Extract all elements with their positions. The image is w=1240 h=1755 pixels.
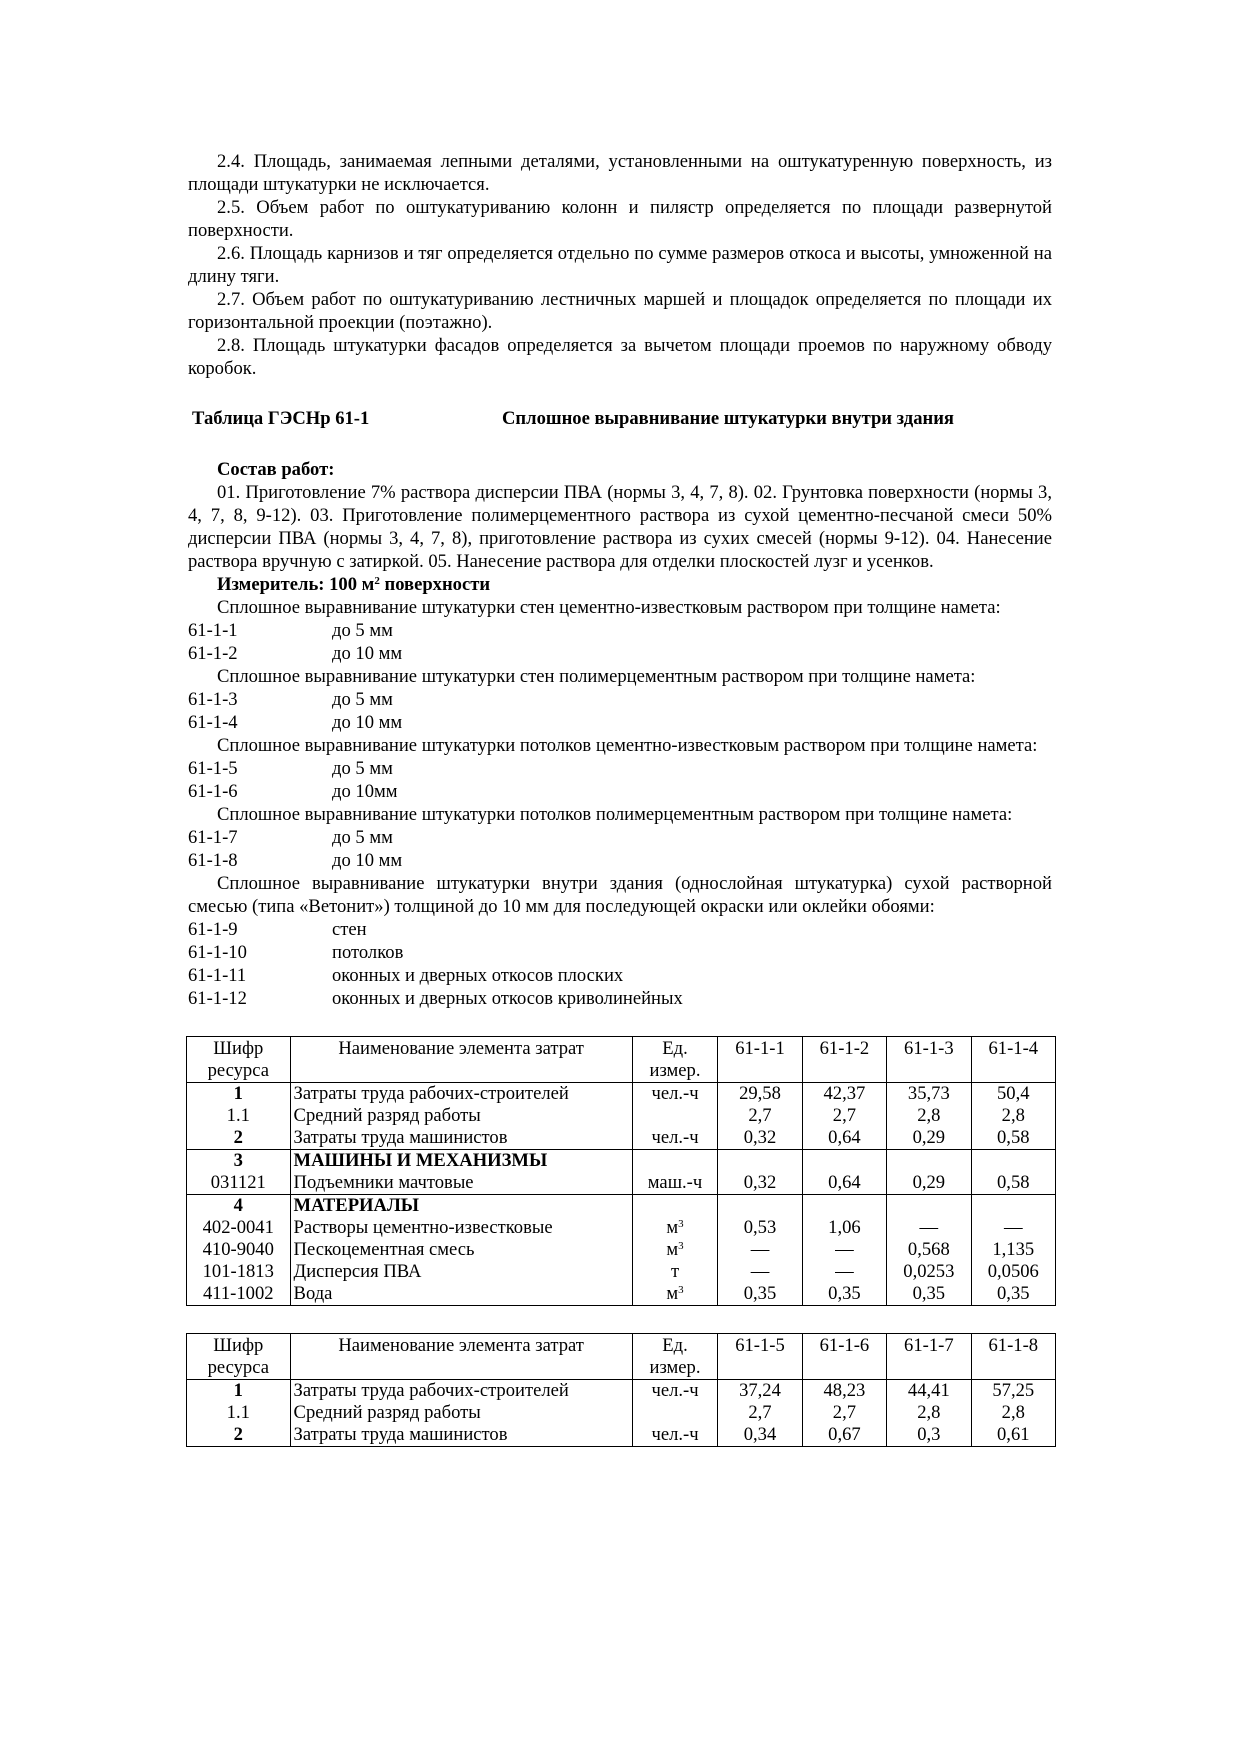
norm-group-description: Сплошное выравнивание штукатурки потолков полимерцементным раствором при толщине намета: <box>217 804 1013 825</box>
measure-sup: 2 <box>374 575 380 587</box>
value-cell: — <box>802 1261 886 1283</box>
norm-item <box>188 964 1052 987</box>
value-cell <box>718 1195 802 1218</box>
unit-text: чел.-ч <box>651 1380 699 1401</box>
unit-text: м <box>666 1283 679 1304</box>
value-cell: 0,67 <box>802 1424 886 1447</box>
unit-sup: 3 <box>678 1218 684 1230</box>
value-cell: 0,35 <box>887 1283 971 1306</box>
norm-code: 61-1-8 <box>188 850 238 871</box>
intro-paragraph-2-4: 2.4. Площадь, занимаемая лепными деталями, установленными на оштукатуренную поверхность, из площади штукатурки не исключается. <box>188 151 1052 195</box>
resource-name-cell: Растворы цементно-известковые <box>290 1217 632 1239</box>
header-norm-column: 61-1-8 <box>971 1334 1055 1380</box>
resource-name-cell: Затраты труда машинистов <box>290 1424 632 1447</box>
norm-text: до 10мм <box>332 781 398 802</box>
norm-text: оконных и дверных откосов криволинейных <box>332 988 683 1009</box>
value-cell: 0,58 <box>971 1172 1055 1195</box>
header-code-line2: ресурса <box>207 1060 269 1081</box>
header-unit-cell <box>632 1334 718 1380</box>
value-cell: 29,58 <box>718 1083 802 1106</box>
unit-cell <box>632 1239 718 1261</box>
resource-name-cell: Вода <box>290 1283 632 1306</box>
norm-text: до 5 мм <box>332 758 393 779</box>
header-code-line1: Шифр <box>213 1335 264 1356</box>
header-name-cell: Наименование элемента затрат <box>290 1037 632 1083</box>
unit-cell <box>632 1217 718 1239</box>
norm-text: стен <box>332 919 367 940</box>
header-code-line1: Шифр <box>213 1038 264 1059</box>
value-cell: 0,34 <box>718 1424 802 1447</box>
norm-text: до 10 мм <box>332 643 403 664</box>
table-header-row <box>187 1334 1056 1380</box>
header-name-cell: Наименование элемента затрат <box>290 1334 632 1380</box>
measure-unit <box>188 573 1052 596</box>
value-cell: 2,8 <box>971 1105 1055 1127</box>
value-cell: 0,35 <box>802 1283 886 1306</box>
value-cell: 2,7 <box>718 1402 802 1424</box>
resource-name-cell: МАТЕРИАЛЫ <box>290 1195 632 1218</box>
resource-code-cell: 1.1 <box>187 1105 291 1127</box>
resource-code-cell: 3 <box>187 1150 291 1173</box>
resource-code-cell: 4 <box>187 1195 291 1218</box>
norm-code: 61-1-4 <box>188 712 238 733</box>
value-cell: — <box>971 1217 1055 1239</box>
header-norm-column: 61-1-4 <box>971 1037 1055 1083</box>
resource-name-cell: Подъемники мачтовые <box>290 1172 632 1195</box>
norm-item <box>188 849 1052 872</box>
resource-code-cell: 411-1002 <box>187 1283 291 1306</box>
resource-name-cell: МАШИНЫ И МЕХАНИЗМЫ <box>290 1150 632 1173</box>
header-unit-cell <box>632 1037 718 1083</box>
value-cell: — <box>718 1239 802 1261</box>
header-norm-column: 61-1-6 <box>802 1334 886 1380</box>
header-norm-column: 61-1-5 <box>718 1334 802 1380</box>
norm-text: до 5 мм <box>332 620 393 641</box>
resource-table-2 <box>186 1333 1056 1447</box>
value-cell: 0,35 <box>718 1283 802 1306</box>
norm-code: 61-1-3 <box>188 689 238 710</box>
measure-suffix: поверхности <box>379 574 491 595</box>
norm-item <box>188 642 1052 665</box>
resource-code-cell: 031121 <box>187 1172 291 1195</box>
value-cell: 2,8 <box>887 1402 971 1424</box>
norm-item <box>188 941 1052 964</box>
table-title-row <box>188 407 1052 431</box>
value-cell <box>802 1150 886 1173</box>
norm-code: 61-1-2 <box>188 643 238 664</box>
value-cell: 0,61 <box>971 1424 1055 1447</box>
unit-text: м <box>666 1239 679 1260</box>
table-row <box>187 1424 1056 1447</box>
table-header-row <box>187 1037 1056 1083</box>
norm-code: 61-1-1 <box>188 620 238 641</box>
value-cell: 2,7 <box>718 1105 802 1127</box>
value-cell: 2,7 <box>802 1105 886 1127</box>
value-cell: 48,23 <box>802 1380 886 1403</box>
norm-group-description: Сплошное выравнивание штукатурки внутри здания (однослойная штукатурка) сухой растворной смесью (типа «Ветонит») толщиной до 10 мм для последующей окраски или оклейки обоями: <box>188 873 1052 917</box>
norm-code: 61-1-7 <box>188 827 238 848</box>
norm-group-description: Сплошное выравнивание штукатурки потолков цементно-известковым раствором при толщине намета: <box>217 735 1038 756</box>
norm-item <box>188 987 1052 1010</box>
table-row <box>187 1239 1056 1261</box>
unit-cell <box>632 1283 718 1306</box>
norm-code: 61-1-6 <box>188 781 238 802</box>
unit-text: маш.-ч <box>647 1172 703 1193</box>
value-cell: 0,29 <box>887 1127 971 1150</box>
unit-cell <box>632 1424 718 1447</box>
norm-item <box>188 826 1052 849</box>
value-cell: — <box>718 1261 802 1283</box>
table-row <box>187 1283 1056 1306</box>
table-title: Сплошное выравнивание штукатурки внутри здания <box>502 408 954 429</box>
value-cell: 2,8 <box>971 1402 1055 1424</box>
value-cell: 0,53 <box>718 1217 802 1239</box>
value-cell: 0,35 <box>971 1283 1055 1306</box>
norm-text: до 5 мм <box>332 827 393 848</box>
value-cell: 42,37 <box>802 1083 886 1106</box>
norm-group-description: Сплошное выравнивание штукатурки стен полимерцементным раствором при толщине намета: <box>217 666 976 687</box>
value-cell: 0,0506 <box>971 1261 1055 1283</box>
resource-table-1 <box>186 1036 1056 1306</box>
norm-item <box>188 619 1052 642</box>
resource-code-cell: 1.1 <box>187 1402 291 1424</box>
value-cell: 0,32 <box>718 1172 802 1195</box>
norm-item <box>188 688 1052 711</box>
header-unit-line2: измер. <box>649 1357 701 1378</box>
norm-item <box>188 757 1052 780</box>
table-row <box>187 1083 1056 1106</box>
value-cell: 57,25 <box>971 1380 1055 1403</box>
resource-name-cell: Дисперсия ПВА <box>290 1261 632 1283</box>
value-cell <box>971 1150 1055 1173</box>
norm-item <box>188 780 1052 803</box>
resource-name-cell: Пескоцементная смесь <box>290 1239 632 1261</box>
value-cell: 0,58 <box>971 1127 1055 1150</box>
value-cell <box>887 1195 971 1218</box>
intro-paragraph-2-8: 2.8. Площадь штукатурки фасадов определяется за вычетом площади проемов по наружному обводу коробок. <box>188 335 1052 379</box>
norm-code: 61-1-12 <box>188 988 247 1009</box>
unit-cell <box>632 1195 718 1218</box>
value-cell: 0,32 <box>718 1127 802 1150</box>
value-cell: 0,568 <box>887 1239 971 1261</box>
unit-text: чел.-ч <box>651 1424 699 1445</box>
unit-cell <box>632 1083 718 1106</box>
table-row <box>187 1127 1056 1150</box>
unit-cell <box>632 1261 718 1283</box>
table-row <box>187 1261 1056 1283</box>
resource-code-cell: 101-1813 <box>187 1261 291 1283</box>
value-cell: 37,24 <box>718 1380 802 1403</box>
norm-code: 61-1-11 <box>188 965 247 986</box>
work-composition-heading: Состав работ: <box>217 459 335 480</box>
resource-name-cell: Затраты труда машинистов <box>290 1127 632 1150</box>
resource-name-cell: Средний разряд работы <box>290 1105 632 1127</box>
resource-code-cell: 2 <box>187 1424 291 1447</box>
resource-name-cell: Затраты труда рабочих-строителей <box>290 1083 632 1106</box>
unit-text: чел.-ч <box>651 1127 699 1148</box>
resource-code-cell: 2 <box>187 1127 291 1150</box>
table-row <box>187 1380 1056 1403</box>
header-code-cell <box>187 1037 291 1083</box>
document-page <box>188 150 1052 1447</box>
value-cell: — <box>802 1239 886 1261</box>
unit-cell <box>632 1402 718 1424</box>
value-cell: 0,64 <box>802 1127 886 1150</box>
unit-cell <box>632 1380 718 1403</box>
value-cell <box>887 1150 971 1173</box>
unit-text: т <box>670 1261 680 1282</box>
header-code-line2: ресурса <box>207 1357 269 1378</box>
norm-list <box>188 596 1052 1010</box>
measure-prefix: Измеритель: 100 м <box>217 574 375 595</box>
value-cell: 0,29 <box>887 1172 971 1195</box>
value-cell: 1,06 <box>802 1217 886 1239</box>
resource-code-cell: 1 <box>187 1380 291 1403</box>
unit-text: чел.-ч <box>651 1083 699 1104</box>
value-cell <box>718 1150 802 1173</box>
table-row <box>187 1217 1056 1239</box>
resource-code-cell: 402-0041 <box>187 1217 291 1239</box>
intro-paragraph-2-6: 2.6. Площадь карнизов и тяг определяется отдельно по сумме размеров откоса и высоты, умноженной на длину тяги. <box>188 243 1052 287</box>
header-norm-column: 61-1-7 <box>887 1334 971 1380</box>
value-cell: 35,73 <box>887 1083 971 1106</box>
norm-text: до 10 мм <box>332 850 403 871</box>
value-cell: 50,4 <box>971 1083 1055 1106</box>
table-row <box>187 1195 1056 1218</box>
unit-sup: 3 <box>678 1284 684 1296</box>
norm-item <box>188 918 1052 941</box>
table-row <box>187 1105 1056 1127</box>
header-norm-column: 61-1-1 <box>718 1037 802 1083</box>
work-composition-text: 01. Приготовление 7% раствора дисперсии ПВА (нормы 3, 4, 7, 8). 02. Грунтовка поверхности (нормы 3, 4, 7, 8, 9-12). 03. Приготовление полимерцементного раствора из сухой цементно-песчаной смеси 50% дисперсии ПВА (нормы 3, 4, 7, 8), приготовление раствора из сухих смесей (нормы 9-12). 04. Нанесение раствора вручную с затиркой. 05. Нанесение раствора для отделки плоскостей лузг и усенков. <box>188 482 1052 572</box>
unit-cell <box>632 1172 718 1195</box>
norm-text: до 5 мм <box>332 689 393 710</box>
norm-text: потолков <box>332 942 404 963</box>
table-row <box>187 1150 1056 1173</box>
resource-code-cell: 1 <box>187 1083 291 1106</box>
norm-code: 61-1-10 <box>188 942 247 963</box>
value-cell: 0,64 <box>802 1172 886 1195</box>
norm-text: до 10 мм <box>332 712 403 733</box>
header-code-cell <box>187 1334 291 1380</box>
resource-name-cell: Затраты труда рабочих-строителей <box>290 1380 632 1403</box>
value-cell <box>971 1195 1055 1218</box>
table-number: Таблица ГЭСНр 61-1 <box>192 408 370 429</box>
unit-cell <box>632 1105 718 1127</box>
table-row <box>187 1402 1056 1424</box>
norm-group-description: Сплошное выравнивание штукатурки стен цементно-известковым раствором при толщине намета: <box>217 597 1001 618</box>
table-row <box>187 1172 1056 1195</box>
value-cell: — <box>887 1217 971 1239</box>
resource-code-cell: 410-9040 <box>187 1239 291 1261</box>
norm-item <box>188 711 1052 734</box>
value-cell: 0,3 <box>887 1424 971 1447</box>
intro-paragraph-2-5: 2.5. Объем работ по оштукатуриванию колонн и пилястр определяется по площади развернутой поверхности. <box>188 197 1052 241</box>
value-cell: 2,8 <box>887 1105 971 1127</box>
header-unit-line2: измер. <box>649 1060 701 1081</box>
norm-text: оконных и дверных откосов плоских <box>332 965 624 986</box>
unit-text: м <box>666 1217 679 1238</box>
value-cell: 2,7 <box>802 1402 886 1424</box>
header-norm-column: 61-1-3 <box>887 1037 971 1083</box>
resource-name-cell: Средний разряд работы <box>290 1402 632 1424</box>
value-cell: 0,0253 <box>887 1261 971 1283</box>
unit-sup: 3 <box>678 1240 684 1252</box>
header-unit-line1: Ед. <box>662 1335 688 1356</box>
header-unit-line1: Ед. <box>662 1038 688 1059</box>
intro-paragraph-2-7: 2.7. Объем работ по оштукатуриванию лестничных маршей и площадок определяется по площади их горизонтальной проекции (поэтажно). <box>188 289 1052 333</box>
norm-code: 61-1-9 <box>188 919 238 940</box>
value-cell: 1,135 <box>971 1239 1055 1261</box>
unit-cell <box>632 1127 718 1150</box>
value-cell <box>802 1195 886 1218</box>
norm-code: 61-1-5 <box>188 758 238 779</box>
unit-cell <box>632 1150 718 1173</box>
value-cell: 44,41 <box>887 1380 971 1403</box>
header-norm-column: 61-1-2 <box>802 1037 886 1083</box>
